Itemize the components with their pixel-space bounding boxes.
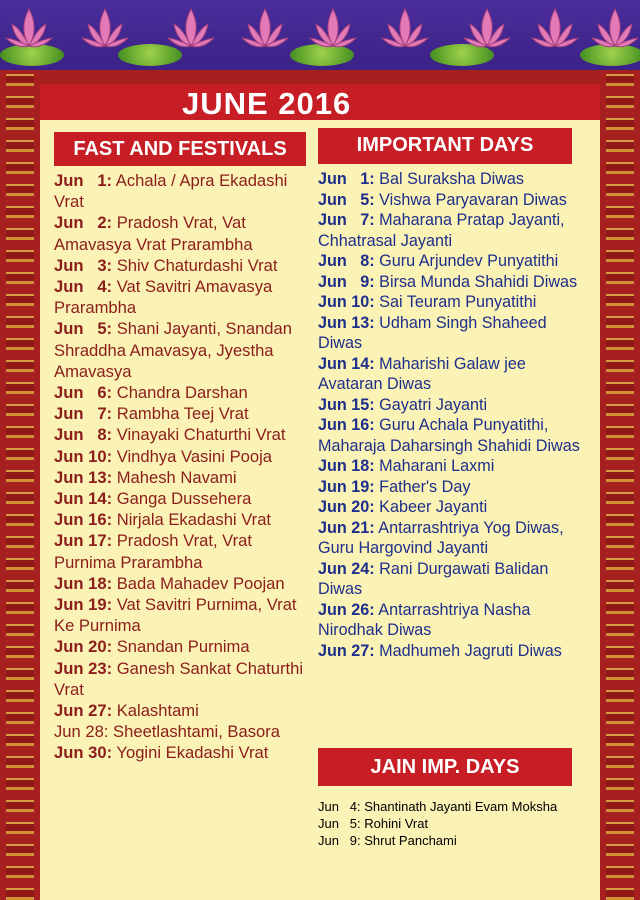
entry-text: Shrut Panchami [360,833,457,848]
entry-text: Father's Day [374,477,471,496]
entry-text: Pradosh Vrat, Vrat Purnima Prarambha [54,531,252,572]
list-item [54,530,314,572]
list-item [318,798,588,815]
entry-date: Jun 17: [54,531,113,551]
entry-text: Maharani Laxmi [374,457,495,475]
entry-text: Guru Achala Punyatithi, Maharaja Daharsingh Shahidi Diwas [318,416,580,455]
page-title: JUNE 2016 [182,86,352,121]
entry-date: Jun 18: [318,457,375,475]
entry-text: Mahesh Navami [112,467,237,487]
list-item [54,573,314,594]
list-item [318,354,588,395]
entry-text: Antarrashtriya Nasha Nirodhak Diwas [318,600,531,639]
entry-text: Kalashtami [112,701,199,721]
entry-text: Rambha Teej Vrat [112,404,249,424]
entry-date: Jun 4: [54,277,113,297]
lotus-icon [166,4,216,54]
lotus-icon [462,4,512,54]
entry-text: Vat Savitri Purnima, Vrat Ke Purnima [54,595,297,636]
entry-date: Jun 20: [54,637,113,657]
entry-date: Jun 10: [54,446,113,466]
list-item [318,641,588,662]
entry-date: Jun 24: [318,559,375,578]
entry-text: Vindhya Vasini Pooja [112,446,273,466]
list-item [318,815,588,832]
fast-festivals-list [54,170,314,764]
list-item [318,477,588,498]
lotus-icon [530,4,580,54]
entry-date: Jun 4: [318,799,361,814]
list-item [318,313,588,354]
lotus-icon [590,4,640,54]
lotus-banner [0,0,640,70]
entry-text: Rohini Vrat [360,816,429,831]
entry-date: Jun 27: [318,641,375,660]
list-item [318,169,588,190]
entry-text: Birsa Munda Shahidi Diwas [374,272,578,291]
list-item [54,255,314,276]
list-item [318,251,588,272]
list-item [318,832,588,849]
fast-festivals-heading: FAST AND FESTIVALS [54,132,306,166]
jain-days-heading: JAIN IMP. DAYS [318,748,572,786]
list-item [54,382,314,403]
list-item [318,518,588,559]
entry-text: Achala / Apra Ekadashi Vrat [54,171,288,212]
entry-date: Jun 2: [54,213,113,233]
list-item [318,497,588,518]
list-item [318,210,588,251]
entry-text: Bal Suraksha Diwas [374,170,525,188]
entry-date: Jun 7: [318,211,375,229]
list-item [54,403,314,424]
list-item [54,636,314,657]
entry-date: Jun 28: [54,722,109,742]
list-item [318,395,588,416]
entry-text: Yogini Ekadashi Vrat [112,743,269,763]
entry-text: Vishwa Paryavaran Diwas [374,190,567,209]
entry-date: Jun 5: [318,816,361,831]
entry-date: Jun 27: [54,701,113,721]
list-item [318,559,588,600]
entry-date: Jun 26: [318,600,375,619]
entry-text: Shiv Chaturdashi Vrat [112,255,278,275]
lotus-icon [308,4,358,54]
list-item [54,742,314,763]
entry-date: Jun 8: [54,425,113,445]
entry-date: Jun 16: [318,416,375,434]
entry-date: Jun 19: [318,477,375,496]
entry-text: Vat Savitri Amavasya Prarambha [54,277,273,318]
list-item [318,600,588,641]
list-item [54,318,314,382]
calendar-content [40,84,600,900]
lotus-icon [80,4,130,54]
entry-text: Ganesh Sankat Chaturthi Vrat [54,658,304,699]
list-item [54,276,314,318]
entry-date: Jun 13: [318,313,375,332]
list-item [54,212,314,254]
lotus-icon [4,4,54,54]
entry-text: Snandan Purnima [112,637,250,657]
entry-text: Antarrashtriya Yog Diwas, Guru Hargovind Jayanti [318,518,564,557]
entry-text: Sheetlashtami, Basora [108,722,280,742]
entry-date: Jun 20: [318,498,375,516]
entry-date: Jun 7: [54,404,113,424]
list-item [318,292,588,313]
list-item [318,415,588,456]
list-item [318,190,588,211]
list-item [54,700,314,721]
important-days-list [318,169,588,744]
entry-date: Jun 8: [318,252,375,270]
top-border-strip [40,70,600,84]
list-item [318,456,588,477]
entry-text: Nirjala Ekadashi Vrat [112,510,272,530]
list-item [318,272,588,293]
right-ornamental-border [600,70,640,900]
entry-text: Shantinath Jayanti Evam Moksha [360,799,558,814]
entry-date: Jun 1: [318,170,375,188]
entry-date: Jun 6: [54,383,113,403]
lotus-icon [380,4,430,54]
entry-date: Jun 14: [318,354,375,373]
entry-date: Jun 19: [54,595,113,615]
list-item [54,658,314,700]
important-days-heading: IMPORTANT DAYS [318,128,572,164]
entry-date: Jun 3: [54,255,113,275]
entry-text: Guru Arjundev Punyatithi [374,252,559,270]
entry-date: Jun 23: [54,658,113,678]
entry-text: Udham Singh Shaheed Diwas [318,313,547,352]
entry-text: Maharana Pratap Jayanti, Chhatrasal Jayanti [318,211,565,250]
list-item [54,509,314,530]
list-item [54,446,314,467]
entry-text: Vinayaki Chaturthi Vrat [112,425,286,445]
entry-text: Sai Teuram Punyatithi [374,293,537,311]
entry-text: Ganga Dussehera [112,489,252,509]
entry-text: Pradosh Vrat, Vat Amavasya Vrat Prarambha [54,213,253,254]
list-item [54,467,314,488]
list-item [54,594,314,636]
entry-date: Jun 9: [318,833,361,848]
entry-text: Bada Mahadev Poojan [112,573,285,593]
entry-text: Kabeer Jayanti [374,498,488,516]
lotus-icon [240,4,290,54]
list-item [54,170,314,212]
entry-date: Jun 18: [54,573,113,593]
jain-days-list [318,798,588,849]
left-ornamental-border [0,70,40,900]
entry-date: Jun 5: [318,190,375,209]
list-item [54,721,314,742]
entry-text: Maharishi Galaw jee Avataran Diwas [318,354,526,393]
list-item [54,488,314,509]
entry-date: Jun 1: [54,171,113,190]
month-banner [40,84,600,120]
entry-text: Chandra Darshan [112,383,248,403]
entry-text: Shani Jayanti, Snandan Shraddha Amavasya, Jyestha Amavasya [54,319,292,381]
entry-text: Rani Durgawati Balidan Diwas [318,559,549,598]
entry-date: Jun 15: [318,395,375,414]
entry-date: Jun 13: [54,467,113,487]
entry-date: Jun 16: [54,510,113,530]
entry-date: Jun 9: [318,272,375,291]
entry-text: Gayatri Jayanti [374,395,488,414]
entry-date: Jun 14: [54,489,113,509]
entry-date: Jun 21: [318,518,375,537]
entry-date: Jun 10: [318,293,375,311]
entry-date: Jun 5: [54,319,113,339]
list-item [54,424,314,445]
entry-text: Madhumeh Jagruti Diwas [374,641,562,660]
entry-date: Jun 30: [54,743,113,763]
